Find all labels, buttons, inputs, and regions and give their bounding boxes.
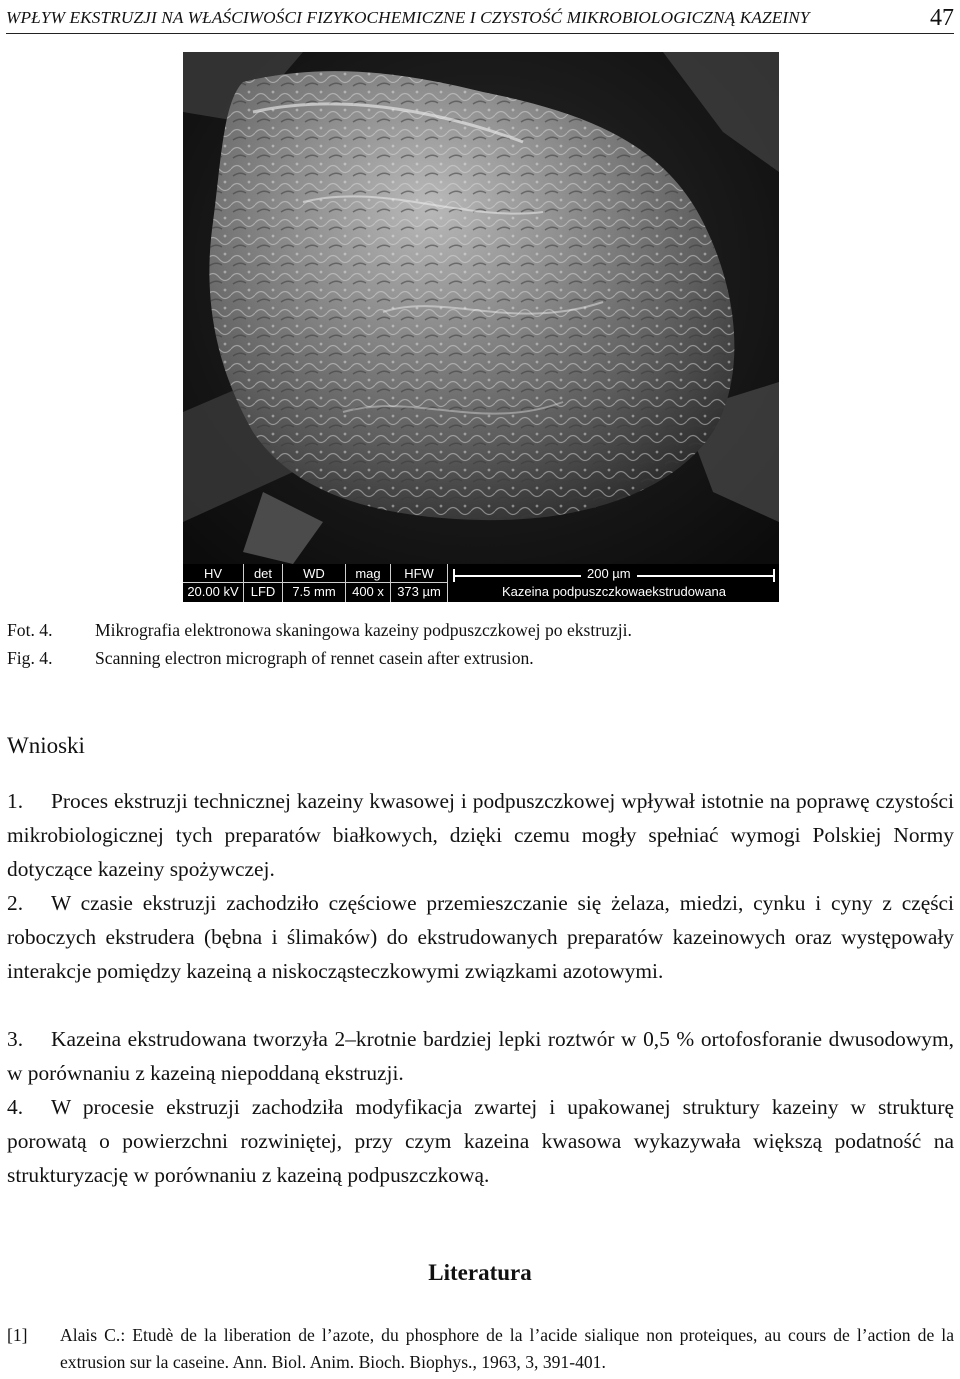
conclusion-text: Proces ekstruzji technicznej kazeiny kwasowej i podpuszczkowej wpływał istotnie na poprawę czystości mikrobiologicznej tych preparatów białkowych, dzięki czemu mogły spełniać wymogi Polskiej Normy dotyczące kazeiny spożywczej. bbox=[7, 789, 954, 881]
sample-name: Kazeina podpuszczkowaekstrudowana bbox=[501, 584, 727, 599]
conclusion-item bbox=[7, 784, 954, 886]
databar-hv-value: 20.00 kV bbox=[187, 584, 239, 599]
databar-hv bbox=[183, 564, 244, 602]
scale-bar bbox=[451, 564, 777, 602]
databar-divider bbox=[183, 582, 447, 583]
conclusion-text: W procesie ekstruzji zachodziła modyfikacja zwartej i upakowanej struktury kazeiny w strukturę porowatą o powierzchni rozwiniętej, przy czym kazeina kwasowa wykazywała większą podatność na strukturyzację w porównaniu z kazeiną podpuszczkową. bbox=[7, 1095, 954, 1187]
databar-hfw-label: HFW bbox=[404, 566, 434, 581]
conclusion-number: 2. bbox=[7, 891, 24, 915]
scale-bar-tick-right bbox=[773, 569, 775, 582]
conclusion-text: W czasie ekstruzji zachodziło częściowe przemieszczanie się żelaza, miedzi, cynku i cyny z części roboczych ekstrudera (bębna i ślimaków) do ekstrudowanych preparatów kazeinowych oraz występowały interakcje pomiędzy kazeiną a niskocząsteczkowymi związkami azotowymi. bbox=[7, 891, 954, 983]
conclusion-number: 3. bbox=[7, 1027, 24, 1051]
reference-item bbox=[7, 1322, 954, 1376]
conclusion-number: 4. bbox=[7, 1095, 24, 1119]
page-number: 47 bbox=[930, 5, 954, 31]
caption-en-label: Fig. 4. bbox=[7, 648, 53, 668]
sem-databar bbox=[183, 564, 779, 602]
databar-det bbox=[244, 564, 283, 602]
databar-wd-label: WD bbox=[303, 566, 325, 581]
conclusion-text: Kazeina ekstrudowana tworzyła 2–krotnie bardziej lepki roztwór w 0,5 % ortofosforanie dwusodowym, w porównaniu z kazeiną niepoddaną ekstruzji. bbox=[7, 1027, 954, 1085]
caption-pl-label: Fot. 4. bbox=[7, 620, 53, 640]
databar-mag-value: 400 x bbox=[352, 584, 384, 599]
databar-det-label: det bbox=[253, 566, 273, 581]
reference-text: Alais C.: Etudè de la liberation de l’azote, du phosphore de la l’acide sialique non proteiques, au cours de l’action de la extrusion sur la caseine. Ann. Biol. Anim. Bioch. Biophys., 1963, 3, 391-401. bbox=[60, 1325, 954, 1372]
reference-number: [1] bbox=[7, 1325, 28, 1345]
databar-wd bbox=[283, 564, 346, 602]
caption-pl-text: Mikrografia elektronowa skaningowa kazeiny podpuszczkowej po ekstruzji. bbox=[95, 620, 632, 640]
databar-hfw-value: 373 µm bbox=[397, 584, 441, 599]
databar-wd-value: 7.5 mm bbox=[292, 584, 336, 599]
running-head-title: WPŁYW EKSTRUZJI NA WŁAŚCIWOŚCI FIZYKOCHEMICZNE I CZYSTOŚĆ MIKROBIOLOGICZNĄ KAZEINY bbox=[6, 8, 810, 27]
micrograph-image bbox=[183, 52, 779, 602]
conclusion-item bbox=[7, 1022, 954, 1090]
header-rule bbox=[6, 33, 954, 34]
section-title-conclusions: Wnioski bbox=[7, 733, 85, 758]
section-title-literature: Literatura bbox=[428, 1260, 532, 1285]
caption-en-text: Scanning electron micrograph of rennet casein after extrusion. bbox=[95, 648, 534, 668]
databar-hv-label: HV bbox=[203, 566, 223, 581]
databar-mag-label: mag bbox=[355, 566, 381, 581]
scale-bar-label: 200 µm bbox=[581, 566, 637, 581]
databar-mag bbox=[346, 564, 391, 602]
conclusion-number: 1. bbox=[7, 789, 24, 813]
sem-micrograph bbox=[183, 52, 779, 602]
scale-bar-tick-left bbox=[453, 569, 455, 582]
conclusion-item bbox=[7, 886, 954, 988]
conclusion-item bbox=[7, 1090, 954, 1192]
running-head bbox=[6, 6, 954, 36]
databar-hfw bbox=[391, 564, 448, 602]
databar-det-value: LFD bbox=[250, 584, 276, 599]
